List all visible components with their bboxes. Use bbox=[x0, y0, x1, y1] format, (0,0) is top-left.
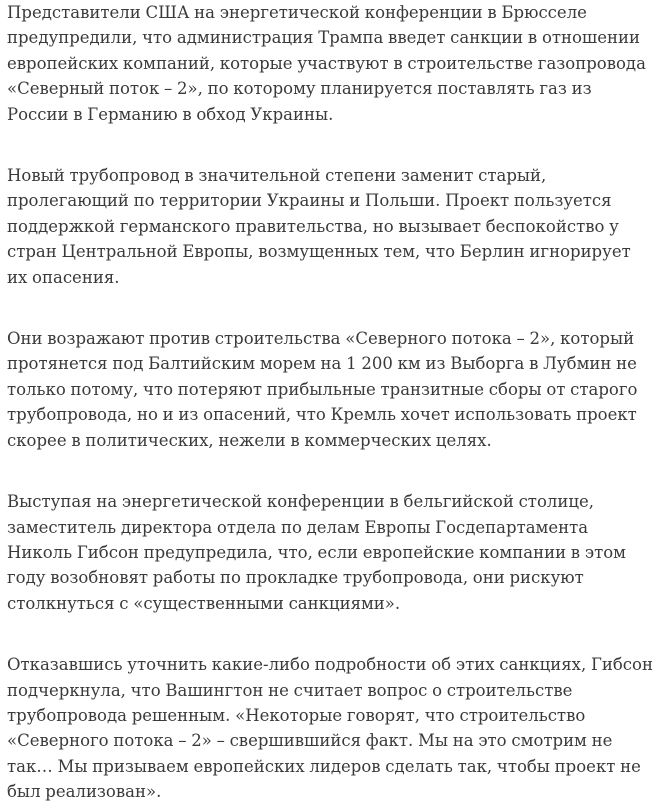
paragraph-5: Отказавшись уточнить какие-либо подробности об этих санкциях, Гибсон подчеркнула, что Вашингтон не считает вопрос о строительстве трубопровода решенным. «Некоторые говорят, что строительство «Северного потока – 2» – свершившийся факт. Мы на это смотрим не так… Мы призываем европейских лидеров сделать так, чтобы проект не был реализован». bbox=[7, 655, 653, 802]
paragraph-4: Выступая на энергетической конференции в бельгийской столице, заместитель директора отдела по делам Европы Госдепартамента Николь Гибсон предупредила, что, если европейские компании в этом году возобновят работы по прокладке трубопровода, они рискуют столкнуться с «существенными санкциями». bbox=[7, 492, 626, 613]
paragraph-1: Представители США на энергетической конференции в Брюсселе предупредили, что администрация Трампа введет санкции в отношении европейских компаний, которые участвуют в строительстве газопровода «Северный поток – 2», по которому планируется поставлять газ из России в Германию в обход Украины. bbox=[7, 3, 646, 124]
paragraph-2: Новый трубопровод в значительной степени заменит старый, пролегающий по территории Украины и Польши. Проект пользуется поддержкой германского правительства, но вызывает беспокойство у стран Центральной Европы, возмущенных тем, что Берлин игнорирует их опасения. bbox=[7, 166, 631, 287]
paragraph-3: Они возражают против строительства «Северного потока – 2», который протянется под Балтийским морем на 1 200 км из Выборга в Лубмин не только потому, что потеряют прибыльные транзитные сборы от старого трубопровода, но и из опасений, что Кремль хочет использовать проект скорее в политических, нежели в коммерческих целях. bbox=[7, 329, 638, 450]
